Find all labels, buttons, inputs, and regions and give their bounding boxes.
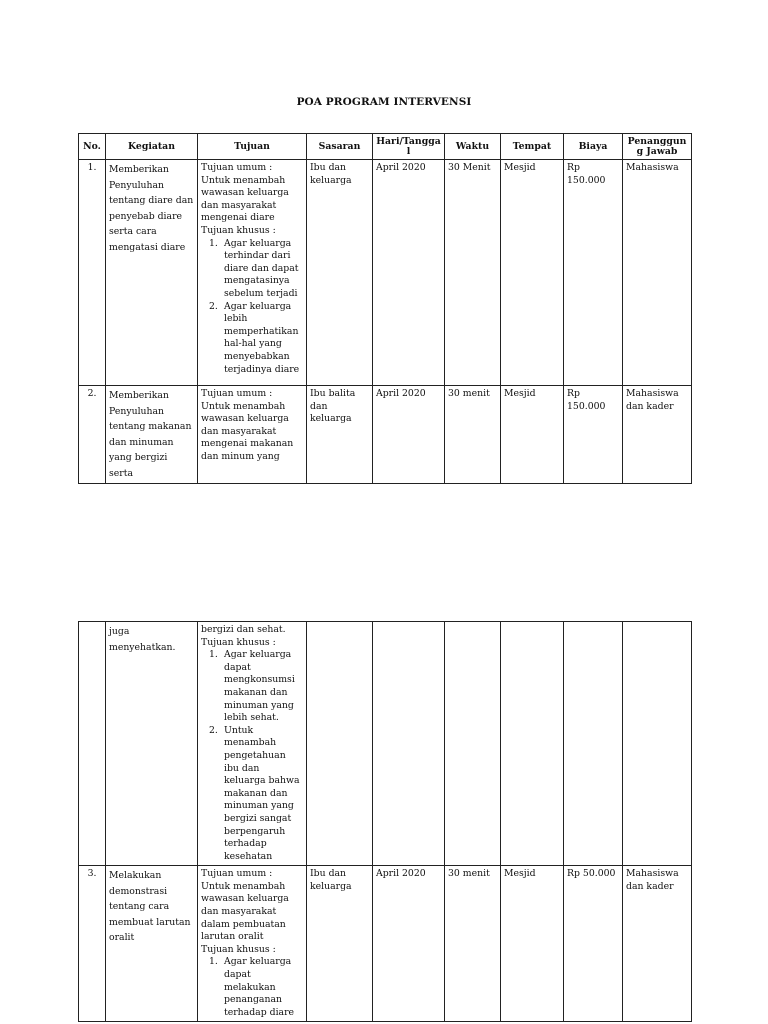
list-item: [201, 238, 303, 301]
cell-biaya: Rp 150.000: [564, 386, 623, 484]
list-item: [201, 649, 303, 725]
header-tujuan: Tujuan: [198, 134, 307, 160]
list-text: Agar keluarga terhindar dari diare dan dapat mengatasinya sebelum terjadi: [224, 237, 299, 299]
tujuan-khusus-label: Tujuan khusus :: [201, 636, 276, 648]
list-number: 1.: [209, 237, 218, 249]
list-text: Agar keluarga dapat melakukan penanganan terhadap diare: [224, 956, 295, 1018]
cell-waktu: 30 menit: [445, 866, 501, 1022]
cell-no: [79, 622, 106, 866]
header-penanggung-jawab: Penanggung Jawab: [623, 134, 692, 160]
cell-sasaran: Ibu dan keluarga: [307, 160, 373, 386]
header-hari-tanggal: Hari/Tanggal: [373, 134, 445, 160]
list-number: 2.: [209, 300, 218, 312]
cell-biaya: Rp 150.000: [564, 160, 623, 386]
tujuan-umum-label: Tujuan umum :: [201, 162, 273, 173]
cell-sasaran: Ibu dan keluarga: [307, 866, 373, 1022]
cell-waktu: [445, 622, 501, 866]
cell-tujuan: [198, 160, 307, 386]
tujuan-umum-text: bergizi dan sehat.: [201, 624, 286, 635]
table-header-row: [79, 134, 692, 160]
tujuan-umum-text: Untuk menambah wawasan keluarga dan masyarakat mengenai makanan dan minum yang: [201, 400, 294, 462]
cell-tempat: Mesjid: [501, 160, 564, 386]
list-text: Agar keluarga lebih memperhatikan hal-hal yang menyebabkan terjadinya diare: [224, 300, 300, 375]
tujuan-khusus-list: [201, 649, 303, 863]
cell-no: 1.: [79, 160, 106, 386]
cell-tujuan: [198, 386, 307, 484]
cell-kegiatan: Memberikan Penyuluhan tentang diare dan penyebab diare serta cara mengatasi diare: [106, 160, 198, 386]
cell-sasaran: [307, 622, 373, 866]
cell-biaya: [564, 622, 623, 866]
table-row: [79, 866, 692, 1022]
list-text: Untuk menambah pengetahuan ibu dan keluarga bahwa makanan dan minuman yang bergizi sangat berpengaruh terhadap kesehatan: [224, 724, 300, 862]
cell-hari-tanggal: April 2020: [373, 866, 445, 1022]
table-row: [79, 386, 692, 484]
tujuan-umum-text: Untuk menambah wawasan keluarga dan masyarakat dalam pembuatan larutan oralit: [201, 880, 289, 943]
cell-waktu: 30 menit: [445, 386, 501, 484]
cell-penanggung-jawab: Mahasiswa dan kader: [623, 386, 692, 484]
cell-penanggung-jawab: Mahasiswa: [623, 160, 692, 386]
tujuan-umum-label: Tujuan umum :: [201, 868, 273, 880]
header-kegiatan: Kegiatan: [106, 134, 198, 160]
cell-penanggung-jawab: Mahasiswa dan kader: [623, 866, 692, 1022]
cell-waktu: 30 Menit: [445, 160, 501, 386]
cell-biaya: Rp 50.000: [564, 866, 623, 1022]
tujuan-umum-text: Untuk menambah wawasan keluarga dan masyarakat mengenai diare: [201, 174, 289, 224]
cell-tempat: Mesjid: [501, 866, 564, 1022]
cell-no: 2.: [79, 386, 106, 484]
cell-hari-tanggal: April 2020: [373, 386, 445, 484]
header-biaya: Biaya: [564, 134, 623, 160]
cell-penanggung-jawab: [623, 622, 692, 866]
list-item: [201, 725, 303, 864]
cell-kegiatan: Memberikan Penyuluhan tentang makanan dan minuman yang bergizi serta: [106, 386, 198, 484]
tujuan-khusus-list: [201, 238, 303, 377]
cell-hari-tanggal: April 2020: [373, 160, 445, 386]
cell-tempat: [501, 622, 564, 866]
list-number: 1.: [209, 956, 218, 968]
header-sasaran: Sasaran: [307, 134, 373, 160]
list-number: 1.: [209, 649, 218, 661]
cell-tujuan: [198, 622, 307, 866]
cell-tujuan: [198, 866, 307, 1022]
poa-table: [78, 133, 692, 484]
table-row: [79, 160, 692, 386]
cell-no: 3.: [79, 866, 106, 1022]
cell-kegiatan: Melakukan demonstrasi tentang cara membuat larutan oralit: [106, 866, 198, 1022]
poa-table-continued: [78, 621, 692, 1022]
list-item: [201, 301, 303, 377]
tujuan-khusus-label: Tujuan khusus :: [201, 224, 276, 236]
list-number: 2.: [209, 724, 218, 736]
table-row: [79, 622, 692, 866]
header-tempat: Tempat: [501, 134, 564, 160]
cell-hari-tanggal: [373, 622, 445, 866]
header-no: No.: [79, 134, 106, 160]
list-text: Agar keluarga dapat mengkonsumsi makanan dan minuman yang lebih sehat.: [224, 649, 295, 724]
cell-sasaran: Ibu balita dan keluarga: [307, 386, 373, 484]
page-title: POA PROGRAM INTERVENSI: [296, 96, 472, 108]
header-waktu: Waktu: [445, 134, 501, 160]
cell-kegiatan: juga menyehatkan.: [106, 622, 198, 866]
cell-tempat: Mesjid: [501, 386, 564, 484]
list-item: [201, 956, 303, 1019]
tujuan-khusus-list: [201, 956, 303, 1019]
tujuan-khusus-label: Tujuan khusus :: [201, 943, 276, 955]
tujuan-umum-label: Tujuan umum :: [201, 388, 273, 399]
